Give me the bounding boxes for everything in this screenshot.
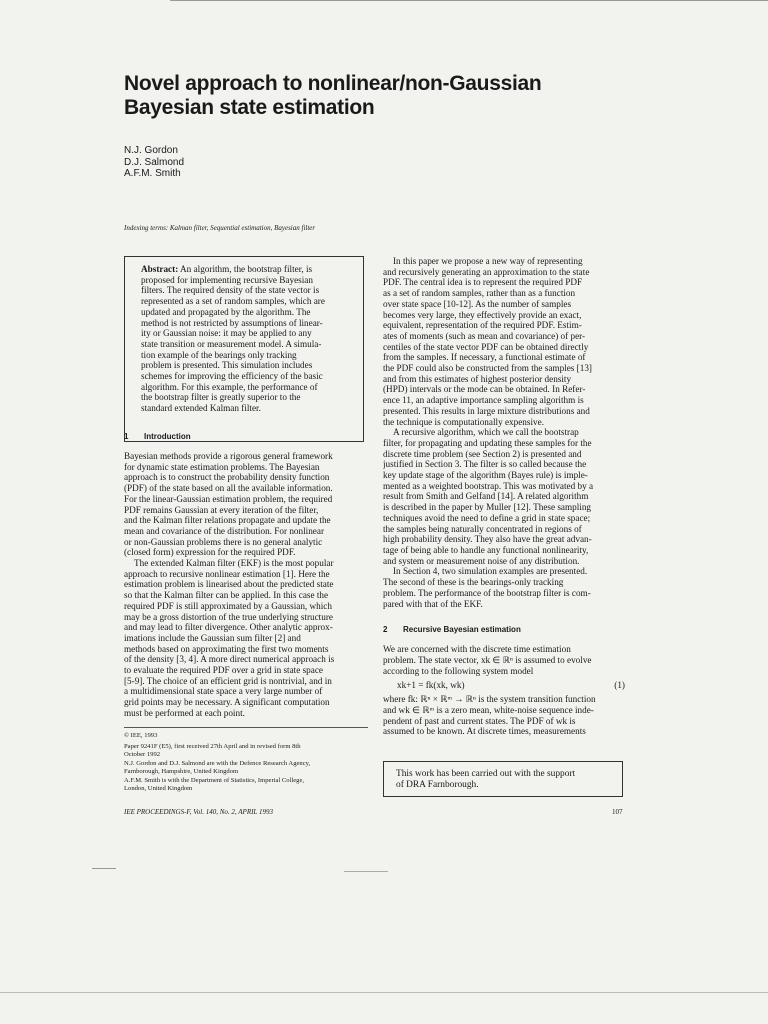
text-line: PDF. The central idea is to represent the required PDF	[383, 277, 583, 288]
text-line: and wk ∈ ℝᵐ is a zero mean, white-noise sequence inde-	[383, 705, 594, 716]
text-line: PDF remains Gaussian at every iteration of the filter,	[124, 504, 319, 515]
text-line: and may lead to filter divergence. Other analytic approx-	[124, 622, 333, 633]
text-line: pared with that of the EKF.	[383, 598, 483, 609]
section-number: 2	[383, 625, 388, 635]
text-line: high probability density. They also have the great advan-	[383, 534, 592, 545]
text-line: for dynamic state estimation problems. The Bayesian	[124, 461, 320, 472]
text-line: (closed form) expression for the required PDF.	[124, 547, 296, 558]
text-line: key update stage of the algorithm (Bayes rule) is imple-	[383, 470, 588, 481]
text-line: problem. The state vector, xk ∈ ℝⁿ is assumed to evolve	[383, 654, 592, 665]
text-line: the PDF could also be constructed from the samples [13]	[383, 363, 592, 374]
footnote-line: A.F.M. Smith is with the Department of Statistics, Imperial College,	[124, 776, 305, 784]
text-line: The second of these is the bearings-only tracking	[383, 577, 564, 588]
equation-1	[383, 678, 625, 692]
abstract-line: problem is presented. This simulation includes	[141, 360, 313, 371]
section-2-paragraph-1	[383, 644, 625, 676]
abstract-line: represented as a set of random samples, which are	[141, 296, 325, 307]
footnote-line: October 1992	[124, 751, 161, 759]
text-line: and the Kalman filter relations propagate and update the	[124, 515, 331, 526]
equation-body: xk+1 = fk(xk, wk)	[397, 680, 465, 691]
abstract-line: standard extended Kalman filter.	[141, 403, 261, 414]
text-line: tage of being able to handle any functional nonlinearity,	[383, 544, 589, 555]
section-2-paragraph-2	[383, 694, 625, 737]
section-title: Introduction	[144, 432, 191, 441]
abstract-line: An algorithm, the bootstrap filter, is	[180, 264, 313, 274]
text-line: assumed to be known. At discrete times, measurements	[383, 726, 586, 737]
section-1-heading	[124, 432, 368, 442]
text-line: so that the Kalman filter can be applied. In this case the	[124, 590, 329, 601]
text-line: (HPD) intervals or the mode can be obtained. In Refer-	[383, 384, 586, 395]
text-line: and recursively generating an approximation to the state	[383, 266, 590, 277]
page-number: 107	[612, 808, 623, 816]
support-note-line: This work has been carried out with the support	[396, 769, 576, 779]
text-line: methods based on approximating the first two moments	[124, 643, 329, 654]
text-line: becomes very large, they effectively provide an exact,	[383, 309, 582, 320]
text-line: may be a gross distortion of the true underlying structure	[124, 611, 333, 622]
text-line: centiles of the state vector PDF can be obtained directly	[383, 341, 589, 352]
text-line: problem. The performance of the bootstrap filter is com-	[383, 587, 591, 598]
abstract-first-line	[141, 264, 351, 275]
text-line: grid points may be necessary. A significant computation	[124, 697, 330, 708]
text-line: the samples being naturally concentrated in regions of	[383, 523, 582, 534]
text-line: [5-9]. The choice of an efficient grid is nontrivial, and in	[124, 675, 332, 686]
abstract-line: the bootstrap filter is greatly superior to the	[141, 392, 301, 403]
text-line: estimation problem is linearised about the predicted state	[124, 579, 334, 590]
top-edge-line	[170, 0, 768, 1]
section-2-heading	[383, 625, 625, 635]
abstract-line: algorithm. For this example, the performance of	[141, 381, 318, 392]
text-line: ates of moments (such as mean and covariance) of per-	[383, 330, 586, 341]
author-name: A.F.M. Smith	[124, 168, 181, 179]
author-name: D.J. Salmond	[124, 156, 185, 168]
journal-citation: IEE PROCEEDINGS-F, Vol. 140, No. 2, APRIL 1993	[124, 808, 273, 816]
author-name: N.J. Gordon	[124, 145, 178, 156]
text-line: The extended Kalman filter (EKF) is the most popular	[134, 558, 334, 569]
footnote-divider	[124, 727, 368, 728]
text-line: In Section 4, two simulation examples are presented.	[393, 566, 588, 577]
text-line: or non-Gaussian problems there is no general analytic	[124, 536, 323, 547]
text-line: must be performed at each point.	[124, 707, 245, 718]
text-line: of the density [3, 4]. A more direct numerical approach is	[124, 654, 335, 665]
text-line: discrete time problem (see Section 2) is presented and	[383, 448, 582, 459]
text-line: to evaluate the required PDF over a grid in state space	[124, 665, 323, 676]
title-line-2: Bayesian state estimation	[124, 96, 375, 119]
footnote-line: London, United Kingdom	[124, 785, 193, 793]
abstract-line: ity or Gaussian noise: it may be applied to any	[141, 328, 312, 339]
text-line: equivalent, representation of the required PDF. Estim-	[383, 320, 582, 331]
section-title: Recursive Bayesian estimation	[403, 625, 521, 635]
text-line: result from Smith and Gelfand [14]. A related algorithm	[383, 491, 589, 502]
text-line: We are concerned with the discrete time estimation	[383, 644, 571, 655]
text-line: A recursive algorithm, which we call the bootstrap	[393, 427, 579, 438]
text-line: Bayesian methods provide a rigorous general framework	[124, 451, 333, 461]
text-line: pendent of past and current states. The PDF of wk is	[383, 715, 576, 726]
text-line: from the samples. If necessary, a functional estimate of	[383, 352, 586, 363]
text-line: presented. This results in large mixture distributions and	[383, 405, 590, 416]
footnote-line: N.J. Gordon and D.J. Salmond are with the Defence Research Agency,	[124, 759, 311, 767]
text-line: justified in Section 3. The filter is so called because the	[383, 459, 587, 470]
section-number: 1	[124, 432, 129, 441]
support-note-box	[383, 761, 623, 797]
author-list	[124, 145, 184, 180]
text-line: is described in the paper by Muller [12]. These sampling	[383, 502, 592, 513]
abstract-line: updated and propagated by the algorithm. The	[141, 306, 311, 317]
bottom-edge-line	[0, 992, 768, 993]
indexing-terms: Indexing terms: Kalman filter, Sequential estimation, Bayesian filter	[124, 224, 316, 232]
text-line: ence 11, an adaptive importance sampling algorithm is	[383, 395, 584, 406]
text-line: techniques avoid the need to define a grid in state space;	[383, 512, 591, 523]
right-paragraph-1	[383, 256, 625, 427]
text-line: the technique is computationally expensive.	[383, 416, 544, 427]
text-line: over state space [10-12]. As the number of samples	[383, 298, 572, 309]
abstract-line: state transition or measurement model. A simula-	[141, 338, 322, 349]
text-line: mean and covariance of the distribution. For nonlinear	[124, 525, 325, 536]
text-line: mented as a weighted bootstrap. This was motivated by a	[383, 480, 594, 491]
abstract-line: schemes for improving the efficiency of the basic	[141, 371, 323, 382]
footnotes	[124, 732, 368, 794]
abstract-line: filters. The required density of the state vector is	[141, 285, 320, 296]
title-line-1: Novel approach to nonlinear/non-Gaussian	[124, 72, 542, 95]
scan-mark-left	[92, 868, 116, 869]
text-line: (PDF) of the state based on all the available information.	[124, 483, 333, 494]
left-column	[124, 412, 368, 793]
text-line: a multidimensional state space a very large number of	[124, 686, 323, 697]
text-line: where fk: ℝⁿ × ℝᵐ → ℝⁿ is the system transition function	[383, 694, 596, 705]
intro-paragraph-2	[124, 558, 368, 719]
scan-mark-center	[344, 871, 388, 872]
text-line: required PDF is still approximated by a Gaussian, which	[124, 600, 332, 611]
text-line: approach to recursive nonlinear estimation [1]. Here the	[124, 568, 330, 579]
abstract-line: method is not restricted by assumptions of linear-	[141, 317, 323, 328]
intro-paragraph-1	[124, 451, 368, 558]
text-line: as a set of random samples, rather than as a function	[383, 288, 576, 299]
right-paragraph-2	[383, 427, 625, 566]
text-line: and system or measurement noise of any distribution.	[383, 555, 580, 566]
footnote-line: Paper 9241F (E5), first received 27th April and in revised form 8th	[124, 742, 301, 750]
footnote-copyright: © IEE, 1993	[124, 731, 158, 739]
text-line: and from this estimates of highest posterior density	[383, 373, 572, 384]
text-line: imations include the Gaussian sum filter [2] and	[124, 632, 301, 643]
right-paragraph-3	[383, 566, 625, 609]
paper-title	[124, 72, 644, 120]
text-line: In this paper we propose a new way of representing	[393, 256, 583, 266]
abstract-line: tion example of the bearings only tracking	[141, 349, 297, 360]
text-line: filter, for propagating and updating these samples for the	[383, 437, 592, 448]
text-line: For the linear-Gaussian estimation problem, the required	[124, 493, 333, 504]
abstract-label: Abstract:	[141, 264, 179, 274]
footnote-line: Farnborough, Hampshire, United Kingdom	[124, 768, 239, 776]
text-line: approach is to construct the probability density function	[124, 472, 330, 483]
support-note-line: of DRA Farnborough.	[396, 780, 479, 790]
text-line: according to the following system model	[383, 665, 534, 676]
abstract-line: proposed for implementing recursive Bayesian	[141, 274, 313, 285]
right-column	[383, 256, 625, 737]
equation-number: (1)	[614, 680, 625, 691]
